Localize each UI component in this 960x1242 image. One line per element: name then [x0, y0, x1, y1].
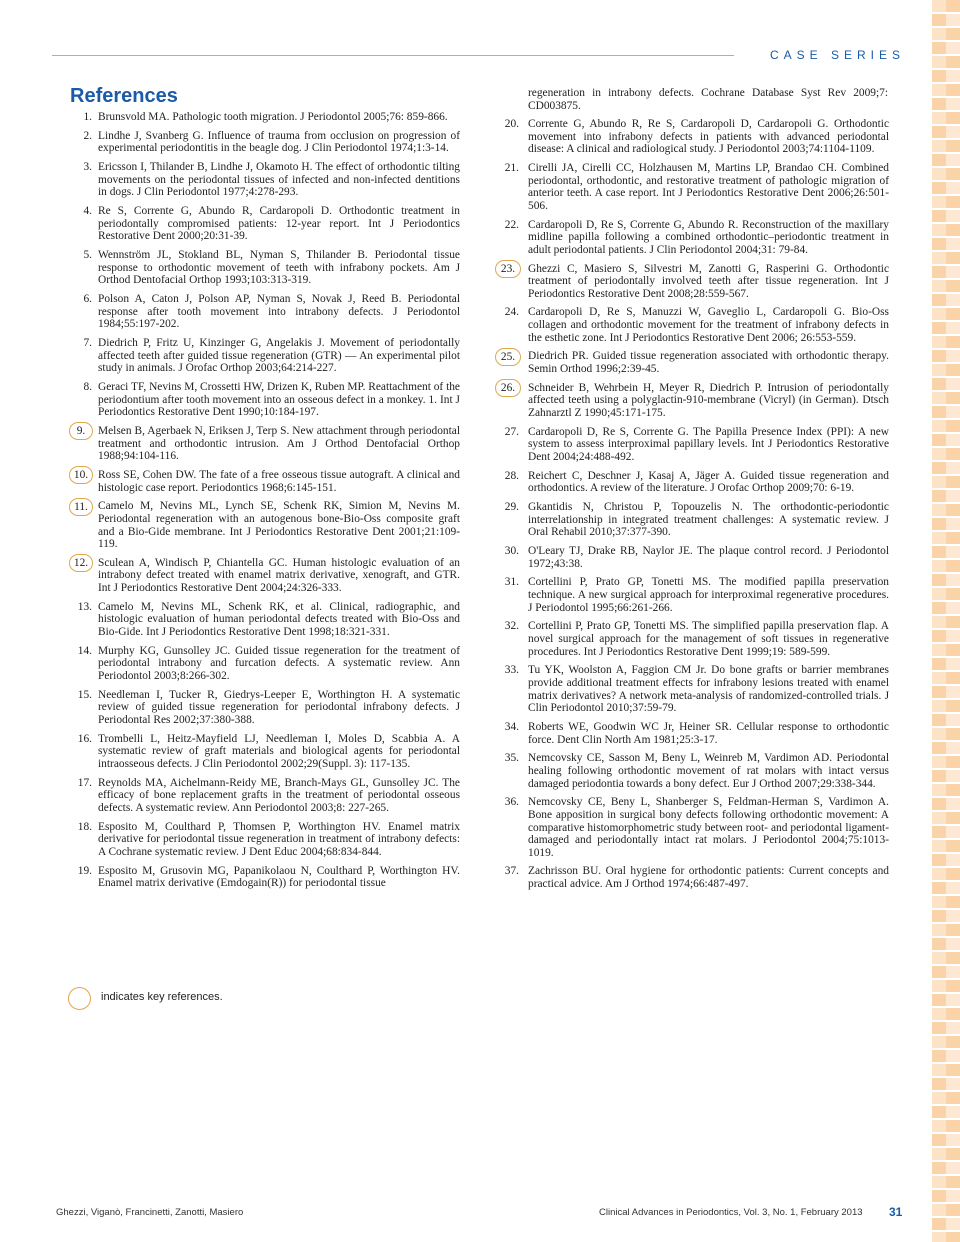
reference-item: [72, 130, 460, 155]
reference-text: Camelo M, Nevins ML, Lynch SE, Schenk RK, Simion M, Nevins M. Periodontal regeneration with an autogenous bone-Bio-Oss composite graft and a Bio-Gide membrane. Int J Periodontics Restorative Dent 2001;21:109-119.: [98, 500, 460, 551]
reference-item: [495, 382, 889, 420]
reference-text: Esposito M, Grusovin MG, Papanikolaou N, Coulthard P, Worthington HV. Enamel matrix derivative (Emdogain(R)) for periodontal tissue: [98, 864, 460, 890]
reference-text: Roberts WE, Goodwin WC Jr, Heiner SR. Cellular response to orthodontic force. Dent Clin North Am 1981;25:3-17.: [528, 720, 889, 746]
reference-number: 30.: [504, 545, 519, 558]
reference-item: [495, 501, 889, 539]
reference-item: [72, 865, 460, 890]
reference-text: Corrente G, Abundo R, Re S, Cardaropoli D, Cardaropoli G. Orthodontic movement into infrabony defects in patients with advanced periodontal disease: A clinical and radiological study. J Periodontol 2003;74:1104-1109.: [528, 118, 889, 156]
reference-text: Camelo M, Nevins ML, Schenk RK, et al. Clinical, radiographic, and histologic evaluation of human periodontal defects treated with Bio-Oss and Bio-Gide. Int J Periodontics Restorative Dent 1998;18:321-331.: [98, 600, 460, 639]
reference-number: 10.: [69, 466, 93, 484]
reference-text: Needleman I, Tucker R, Giedrys-Leeper E, Worthington H. A systematic review of guided tissue regeneration for periodontal infrabony defects. J Periodontal Res 2002;37:380-388.: [98, 688, 460, 726]
reference-item: [495, 620, 889, 658]
reference-item: [72, 733, 460, 771]
reference-number: 12.: [69, 554, 93, 572]
reference-number: 2.: [83, 129, 92, 142]
reference-text: Diedrich P, Fritz U, Kinzinger G, Angelakis J. Movement of periodontally affected teeth after guided tissue regeneration (GTR) — An experimental pilot study in animals. J Orofac Orthop 2003;64:214-227.: [98, 337, 460, 375]
reference-text: Geraci TF, Nevins M, Crossetti HW, Drizen K, Ruben MP. Reattachment of the periodontium after tooth movement into an osseous defect in a monkey. 1. Int J Periodontics Restorative Dent 1990;10:184-197.: [98, 381, 460, 419]
reference-number: 26.: [495, 379, 521, 397]
reference-item: [495, 426, 889, 464]
reference-item: [495, 721, 889, 746]
reference-item: [495, 118, 889, 156]
reference-text: Cortellini P, Prato GP, Tonetti MS. The modified papilla preservation technique. A new surgical approach for interproximal regenerative procedures. J Periodontol 1995;66:261-266.: [528, 576, 889, 614]
reference-number: 5.: [83, 249, 92, 262]
reference-item: [495, 470, 889, 495]
reference-number: 7.: [83, 337, 92, 350]
reference-number: 22.: [504, 218, 519, 231]
reference-item: [72, 601, 460, 639]
reference-item: [72, 689, 460, 727]
legend-text: indicates key references.: [101, 991, 223, 1003]
reference-text: Ghezzi C, Masiero S, Silvestri M, Zanotti G, Rasperini G. Orthodontic treatment of periodontally involved teeth after tissue regeneration. Int J Periodontics Restorative Dent 2008;28:559-567.: [528, 262, 889, 300]
reference-text: Cortellini P, Prato GP, Tonetti MS. The simplified papilla preservation flap. A novel surgical approach for the management of soft tissues in regenerative procedures. Int J Periodontics Restorative Dent 1999;19: 589-599.: [528, 620, 889, 658]
footer-journal: Clinical Advances in Periodontics, Vol. 3, No. 1, February 2013: [599, 1207, 863, 1218]
reference-text: Nemcovsky CE, Beny L, Shanberger S, Feldman-Herman S, Vardimon A. Bone apposition in surgical bony defects following orthodontic movement: A comparative histomorphometric study between root- and periodontal ligament-damaged and periodontally intact rat molars. J Periodontol 2004;75:1013-1019.: [528, 796, 889, 859]
reference-item: [495, 306, 889, 344]
reference-number: 36.: [504, 796, 519, 809]
reference-number: 1.: [83, 111, 92, 123]
reference-item: [495, 576, 889, 614]
reference-number: 8.: [83, 381, 92, 393]
reference-item: [495, 350, 889, 375]
reference-number: 18.: [77, 820, 92, 833]
reference-number: 17.: [77, 776, 92, 789]
reference-item: [495, 162, 889, 212]
reference-text: Diedrich PR. Guided tissue regeneration associated with orthodontic therapy. Semin Orthod 1996;2:39-45.: [528, 350, 889, 376]
reference-number: 24.: [504, 306, 519, 319]
decorative-side-bar: [932, 0, 960, 1242]
reference-continuation: regeneration in intrabony defects. Cochrane Database Syst Rev 2009;7: CD003875.: [528, 87, 888, 112]
header-rule: [52, 55, 734, 56]
references-list-left: [72, 111, 460, 896]
reference-number: 33.: [504, 664, 519, 677]
reference-number: 15.: [77, 688, 92, 701]
reference-number: 14.: [77, 644, 92, 657]
reference-number: 28.: [504, 469, 519, 482]
reference-text: Cardaropoli D, Re S, Corrente G. The Papilla Presence Index (PPI): A new system to assess interproximal papillary levels. Int J Periodontics Restorative Dent 2004;24:488-492.: [528, 425, 889, 463]
reference-text: Trombelli L, Heitz-Mayfield LJ, Needleman I, Moles D, Scabbia A. A systematic review of graft materials and biological agents for periodontal intraosseous defects. J Clin Periodontol 2002;29(Suppl. 3): 117-135.: [98, 732, 460, 770]
reference-text: Polson A, Caton J, Polson AP, Nyman S, Novak J, Reed B. Periodontal response after tooth movement into intrabony defects. J Periodontol 1984;55:197-202.: [98, 293, 460, 331]
reference-text: Melsen B, Agerbaek N, Eriksen J, Terp S. New attachment through periodontal treatment and orthodontic intrusion. Am J Orthod Dentofacial Orthop 1988;94:104-116.: [98, 424, 460, 463]
reference-text: Ericsson I, Thilander B, Lindhe J, Okamoto H. The effect of orthodontic tilting movements on the periodontal tissues of infected and non-infected dentitions in dogs. J Clin Periodontol 1977;4:278-293.: [98, 161, 460, 199]
reference-item: [495, 545, 889, 570]
reference-text: O'Leary TJ, Drake RB, Naylor JE. The plaque control record. J Periodontol 1972;43:38.: [528, 545, 889, 570]
key-reference-circle-icon: [68, 987, 91, 1010]
references-list-right: [495, 118, 889, 897]
reference-number: 27.: [504, 425, 519, 438]
reference-text: Re S, Corrente G, Abundo R, Cardaropoli D. Orthodontic treatment in periodontally compromised patients: 12-year report. Int J Periodontics Restorative Dent 2000;20:31-39.: [98, 205, 460, 243]
reference-text: Wennström JL, Stokland BL, Nyman S, Thilander B. Periodontal tissue response to orthodontic movement of teeth with infrabony pockets. Am J Orthod Dentofacial Orthop 1993;103:313-319.: [98, 249, 460, 287]
reference-number: 13.: [77, 600, 92, 613]
reference-item: [72, 425, 460, 463]
reference-item: [72, 111, 460, 124]
reference-text: Cirelli JA, Cirelli CC, Holzhausen M, Martins LP, Brandao CH. Combined periodontal, orthodontic, and restorative treatment of pathologic migration of anterior teeth. A case report. Int J Periodontics Restorative Dent 2006;26:501-506.: [528, 161, 889, 212]
reference-item: [495, 796, 889, 859]
reference-number: 6.: [83, 293, 92, 306]
reference-item: [495, 219, 889, 257]
reference-number: 9.: [69, 422, 93, 440]
reference-number: 32.: [504, 620, 519, 633]
references-title: References: [70, 85, 178, 107]
reference-item: [72, 249, 460, 287]
footer-authors: Ghezzi, Viganò, Francinetti, Zanotti, Masiero: [56, 1207, 244, 1218]
reference-text: Esposito M, Coulthard P, Thomsen P, Worthington HV. Enamel matrix derivative for periodontal tissue regeneration in treatment of intrabony defects: A Cochrane systematic review. J Dent Educ 2004;68:834-844.: [98, 820, 460, 858]
reference-number: 20.: [504, 118, 519, 130]
reference-item: [72, 205, 460, 243]
reference-text: Schneider B, Wehrbein H, Meyer R, Diedrich P. Intrusion of periodontally affected teeth using a polyglactin-910-membrane (Vicryl) (in German). Dtsch Zahnarztl Z 1990;45:171-175.: [528, 381, 889, 419]
reference-number: 16.: [77, 732, 92, 745]
reference-item: [72, 337, 460, 375]
reference-number: 3.: [83, 161, 92, 174]
reference-text: Reichert C, Deschner J, Kasaj A, Jäger A. Guided tissue regeneration and orthodontics. A review of the literature. J Orofac Orthop 2009;70: 6-19.: [528, 469, 889, 495]
reference-text: Zachrisson BU. Oral hygiene for orthodontic patients: Current concepts and practical advice. Am J Orthod 1974;66:487-497.: [528, 865, 889, 891]
reference-item: [72, 381, 460, 419]
reference-text: Tu YK, Woolston A, Faggion CM Jr. Do bone grafts or barrier membranes provide additional treatment effects for infrabony lesions treated with enamel matrix derivatives? A network meta-analysis of randomized-controlled trials. J Clin Periodontol 2010;37:59-79.: [528, 664, 889, 715]
reference-text: Cardaropoli D, Re S, Corrente G, Abundo R. Reconstruction of the maxillary midline papilla following a combined orthodontic–periodontic treatment in adult periodontal patients. J Clin Periodontol 2004;31: 79-84.: [528, 218, 889, 256]
reference-number: 4.: [83, 205, 92, 218]
reference-text: Ross SE, Cohen DW. The fate of a free osseous tissue autograft. A clinical and histologic case report. Periodontics 1968;6:145-151.: [98, 468, 460, 494]
reference-number: 11.: [69, 498, 93, 516]
reference-number: 37.: [504, 865, 519, 878]
reference-number: 21.: [504, 161, 519, 174]
reference-number: 23.: [495, 260, 521, 278]
reference-item: [72, 500, 460, 550]
reference-number: 34.: [504, 720, 519, 733]
reference-number: 19.: [77, 864, 92, 877]
reference-item: [72, 161, 460, 199]
reference-text: Brunsvold MA. Pathologic tooth migration. J Periodontol 2005;76: 859-866.: [98, 111, 448, 123]
page-number: 31: [889, 1205, 903, 1219]
reference-item: [72, 469, 460, 494]
reference-text: Nemcovsky CE, Sasson M, Beny L, Weinreb M, Vardimon AD. Periodontal healing following orthodontic movement of rat molars with intact versus damaged periodontia towards a bony defect. Eur J Orthod 2007;29:338-344.: [528, 752, 889, 790]
reference-item: [495, 263, 889, 301]
reference-text: Gkantidis N, Christou P, Topouzelis N. The orthodontic-periodontic interrelationship in integrated treatment challenges: A systematic review. J Oral Rehabil 2010;37:377-390.: [528, 501, 889, 539]
reference-item: [495, 752, 889, 790]
reference-item: [495, 664, 889, 714]
reference-number: 35.: [504, 752, 519, 765]
reference-text: Murphy KG, Gunsolley JC. Guided tissue regeneration for the treatment of periodontal intrabony and furcation defects. A systematic review. Ann Periodontol 2003;8:266-302.: [98, 644, 460, 682]
reference-item: [72, 557, 460, 595]
reference-text: Lindhe J, Svanberg G. Influence of trauma from occlusion on progression of experimental periodontitis in the beagle dog. J Clin Periodontol 1974;1:3-14.: [98, 129, 460, 155]
reference-number: 25.: [495, 348, 521, 366]
reference-item: [72, 293, 460, 331]
reference-number: 31.: [504, 576, 519, 589]
reference-item: [495, 865, 889, 890]
reference-text: Sculean A, Windisch P, Chiantella GC. Human histologic evaluation of an intrabony defect treated with enamel matrix derivative, xenograft, and GTR. Int J Periodontics Restorative Dent 2004;24:326-333.: [98, 556, 460, 595]
reference-text: Reynolds MA, Aichelmann-Reidy ME, Branch-Mays GL, Gunsolley JC. The efficacy of bone replacement grafts in the treatment of periodontal osseous defects. A systematic review. Ann Periodontol 2003;8: 227-265.: [98, 776, 460, 814]
reference-item: [72, 821, 460, 859]
section-label: CASE SERIES: [770, 48, 906, 62]
reference-item: [72, 777, 460, 815]
reference-item: [72, 645, 460, 683]
reference-text: Cardaropoli D, Re S, Manuzzi W, Gaveglio L, Cardaropoli G. Bio-Oss collagen and orthodontic movement for the treatment of infrabony defects in the esthetic zone. Int J Periodontics Restorative Dent 2006; 26:553-559.: [528, 306, 889, 344]
reference-number: 29.: [504, 501, 519, 514]
